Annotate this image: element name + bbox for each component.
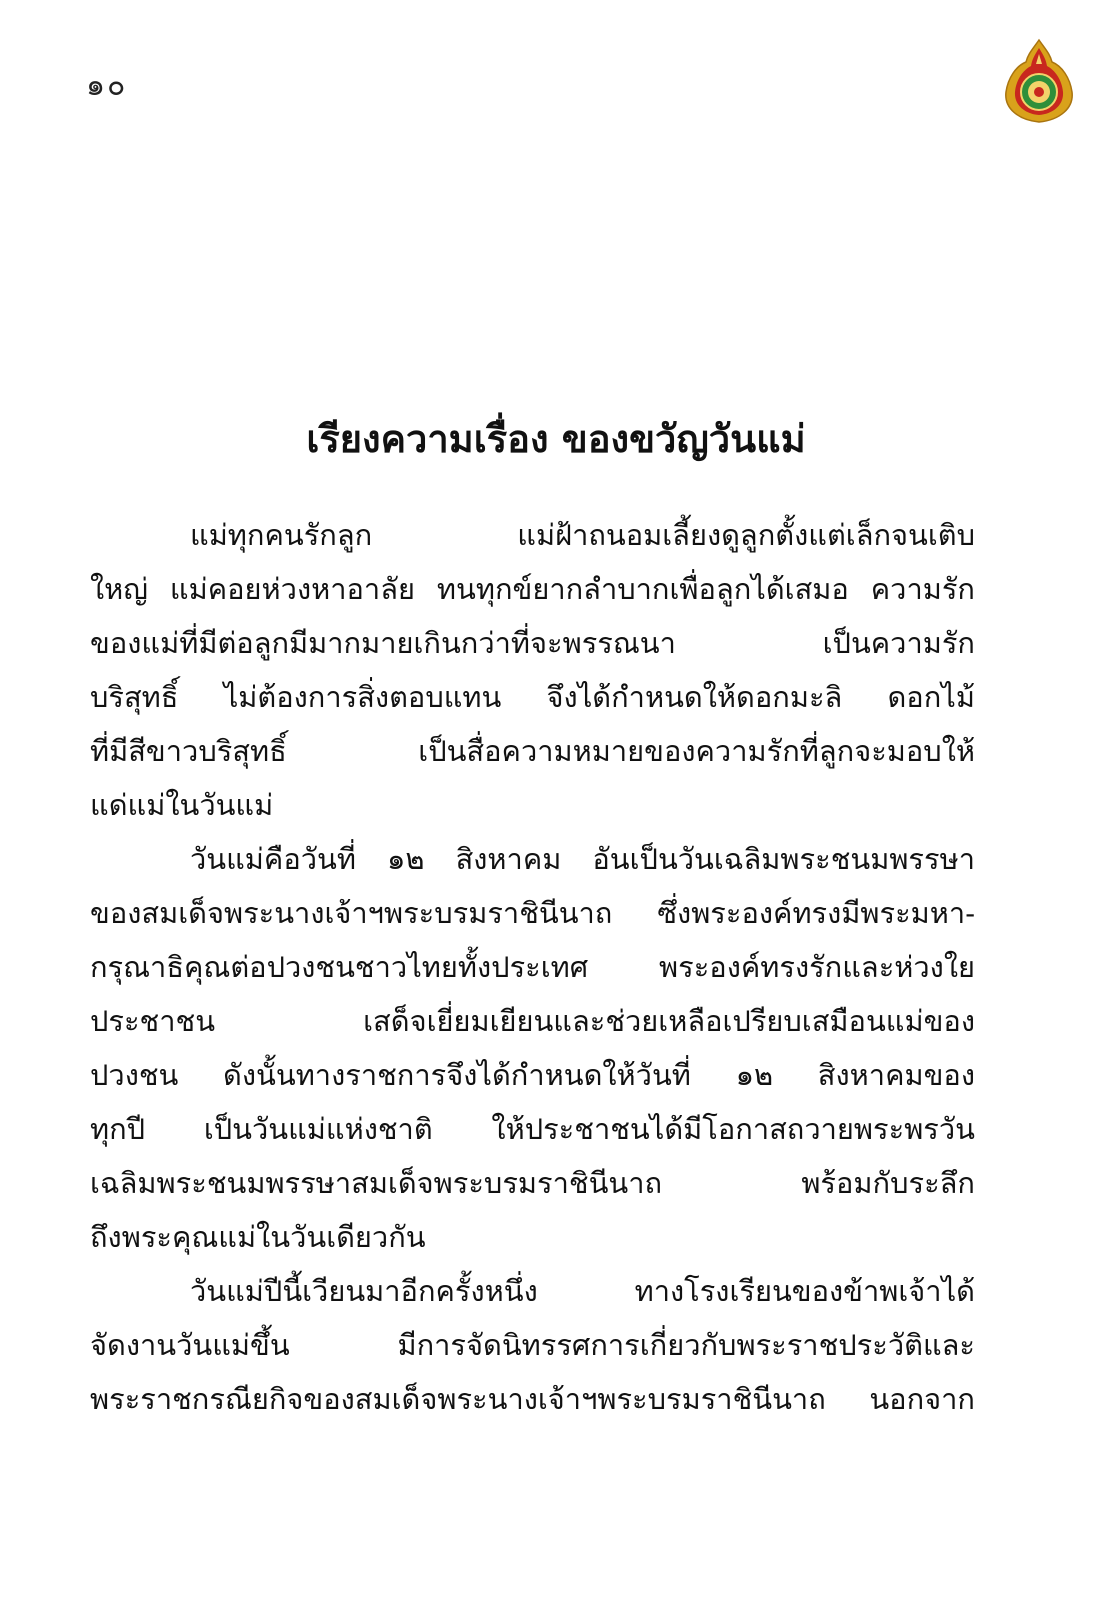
page-number: ๑๐ [86,68,128,103]
essay-title: เรียงความเรื่อง ของขวัญวันแม่ [306,416,806,461]
text-line: ทุกปี เป็นวันแม่แห่งชาติ ให้ประชาชนได้มีโอกาสถวายพระพรวัน [90,1112,975,1146]
paragraph [90,832,975,1264]
paragraph [90,1264,975,1426]
text-line: วันแม่คือวันที่ ๑๒ สิงหาคม อันเป็นวันเฉลิมพระชนมพรรษา [190,842,975,876]
text-line: พระราชกรณียกิจของสมเด็จพระนางเจ้าฯพระบรมราชินีนาถ นอกจาก [90,1382,975,1416]
text-line: ถึงพระคุณแม่ในวันเดียวกัน [90,1220,426,1254]
text-line: ใหญ่ แม่คอยห่วงหาอาลัย ทนทุกข์ยากลำบากเพื่อลูกได้เสมอ ความรัก [90,572,975,606]
text-line: ปวงชน ดังนั้นทางราชการจึงได้กำหนดให้วันที่ ๑๒ สิงหาคมของ [90,1058,975,1092]
paragraph [90,508,975,832]
text-line: ของสมเด็จพระนางเจ้าฯพระบรมราชินีนาถ ซึ่งพระองค์ทรงมีพระมหา- [90,896,975,930]
text-line: ประชาชน เสด็จเยี่ยมเยียนและช่วยเหลือเปรียบเสมือนแม่ของ [90,1004,975,1038]
text-line: ที่มีสีขาวบริสุทธิ์ เป็นสื่อความหมายของความรักที่ลูกจะมอบให้ [90,734,975,768]
text-line: บริสุทธิ์ ไม่ต้องการสิ่งตอบแทน จึงได้กำหนดให้ดอกมะลิ ดอกไม้ [90,680,975,714]
school-emblem-icon [1000,38,1078,124]
text-line: วันแม่ปีนี้เวียนมาอีกครั้งหนึ่ง ทางโรงเรียนของข้าพเจ้าได้ [190,1274,975,1308]
text-line: กรุณาธิคุณต่อปวงชนชาวไทยทั้งประเทศ พระองค์ทรงรักและห่วงใย [90,950,975,984]
text-line: จัดงานวันแม่ขึ้น มีการจัดนิทรรศการเกี่ยวกับพระราชประวัติและ [90,1328,975,1362]
text-line: แม่ทุกคนรักลูก แม่ฝ้าถนอมเลี้ยงดูลูกตั้งแต่เล็กจนเติบ [190,518,975,552]
text-line: ของแม่ที่มีต่อลูกมีมากมายเกินกว่าที่จะพรรณนา เป็นความรัก [90,626,975,660]
essay-body [90,508,975,1426]
text-line: แด่แม่ในวันแม่ [90,788,274,822]
text-line: เฉลิมพระชนมพรรษาสมเด็จพระบรมราชินีนาถ พร้อมกับระลึก [90,1166,975,1200]
